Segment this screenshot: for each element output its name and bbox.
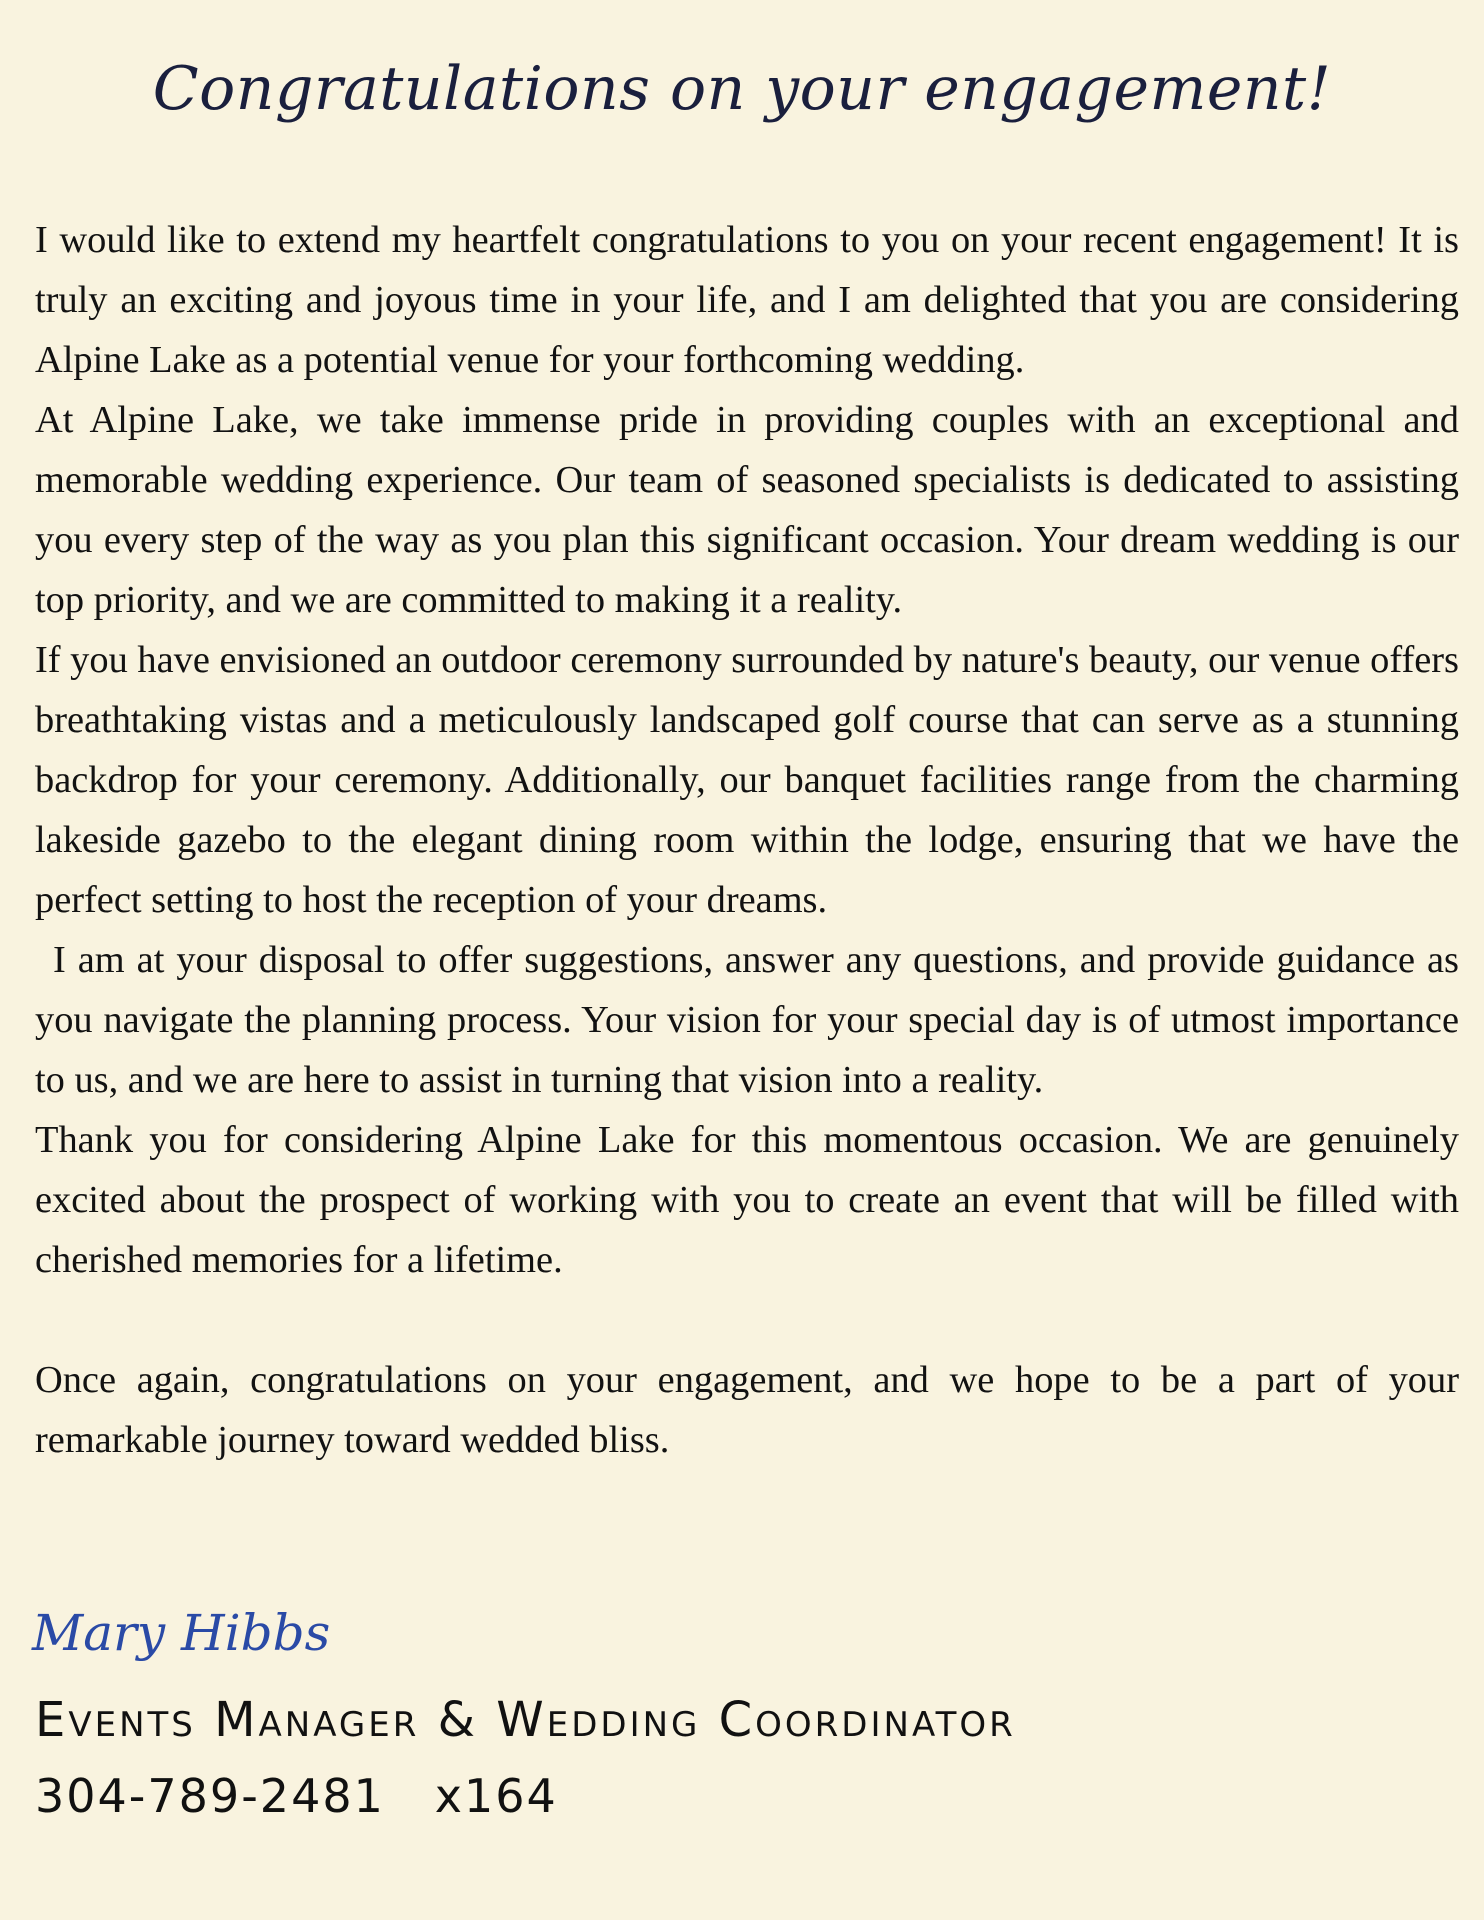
paragraph-6: Once again, congratulations on your engagement, and we hope to be a part of your remarkable journey toward wedded bliss.	[35, 1359, 1459, 1461]
paragraph-2: At Alpine Lake, we take immense pride in providing couples with an exceptional and memorable wedding experience. Our team of seasoned specialists is dedicated to assisting you every step of the way as you plan this significant occasion. Your dream wedding is our top priority, and we are committed to making it a reality.	[35, 399, 1459, 621]
signer-title: Events Manager & Wedding Coordinator	[35, 1692, 1016, 1748]
phone-extension: x164	[434, 1769, 558, 1823]
paragraph-4: I am at your disposal to offer suggestions, answer any questions, and provide guidance as you navigate the planning process. Your vision for your special day is of utmost importance to us, and we are here to assist in turning that vision into a reality.	[35, 939, 1459, 1101]
paragraph-3: If you have envisioned an outdoor ceremony surrounded by nature's beauty, our venue offers breathtaking vistas and a meticulously landscaped golf course that can serve as a stunning backdrop for your ceremony. Additionally, our banquet facilities range from the charming lakeside gazebo to the elegant dining room within the lodge, ensuring that we have the perfect setting to host the reception of your dreams.	[35, 639, 1459, 921]
signature: Mary Hibbs	[32, 1604, 331, 1662]
paragraph-1: I would like to extend my heartfelt congratulations to you on your recent engagement! It is truly an exciting and joyous time in your life, and I am delighted that you are considering Alpine Lake as a potential venue for your forthcoming wedding.	[35, 219, 1459, 381]
phone-number: 304-789-2481	[35, 1769, 385, 1823]
paragraph-5: Thank you for considering Alpine Lake for this momentous occasion. We are genuinely excited about the prospect of working with you to create an event that will be filled with cherished memories for a lifetime.	[35, 1119, 1459, 1281]
letter-body	[35, 210, 1459, 1470]
letter-title: Congratulations on your engagement!	[152, 54, 1332, 124]
contact-phone	[35, 1764, 558, 1828]
